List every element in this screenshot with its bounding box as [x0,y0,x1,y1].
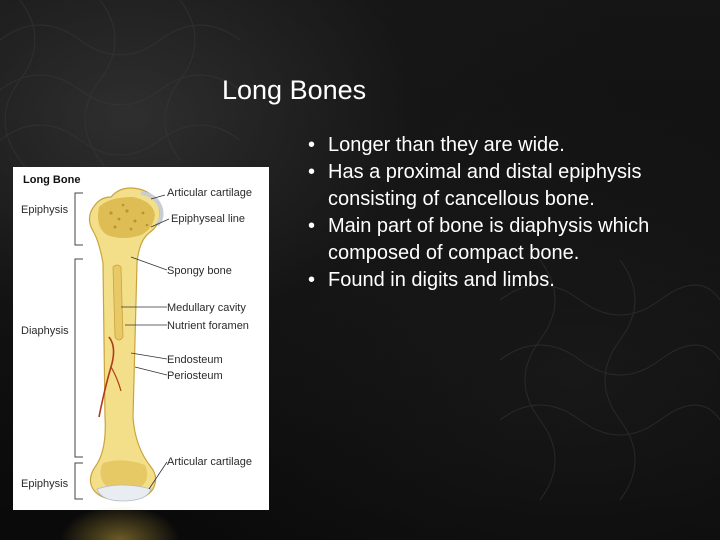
bullet-text: Has a proximal and distal epiphysis consisting of cancellous bone. [328,161,642,210]
bone-illustration [89,188,161,501]
label-nutrient-foramen: Nutrient foramen [167,320,249,332]
epiphysis-bottom-bracket [75,463,83,499]
label-medullary-cavity: Medullary cavity [167,302,246,314]
bullet-text: Found in digits and limbs. [328,269,555,291]
bullet-item [308,267,720,294]
bullet-dot: • [308,134,316,156]
bullet-dot: • [308,161,316,183]
bullet-text: Longer than they are wide. [328,134,565,156]
label-articular-cartilage-top: Articular cartilage [167,187,252,199]
bullet-item [308,213,720,267]
decorative-glow [60,505,180,540]
label-articular-cartilage-bottom: Articular cartilage [167,456,252,468]
label-epiphysis-top: Epiphysis [21,204,69,216]
label-endosteum: Endosteum [167,354,223,366]
epiphysis-top-bracket [75,193,83,245]
medullary-cavity [113,265,123,340]
long-bone-figure [13,167,269,510]
slide-title: Long Bones [222,75,367,105]
bullet-text: Main part of bone is diaphysis which composed of compact bone. [328,215,650,264]
label-spongy-bone: Spongy bone [167,265,232,277]
articular-cartilage-bottom [97,485,151,501]
long-bone-diagram [13,167,269,510]
diaphysis-bracket [75,259,83,457]
bullet-dot: • [308,215,316,237]
bullet-item [308,159,720,213]
bullet-list [308,132,720,294]
label-diaphysis: Diaphysis [21,325,69,337]
figure-title: Long Bone [23,174,81,186]
label-epiphysis-bottom: Epiphysis [21,478,69,490]
label-periosteum: Periosteum [167,370,223,382]
label-epiphyseal-line: Epiphyseal line [171,213,245,225]
bullet-dot: • [308,269,316,291]
bullet-item [308,132,720,159]
